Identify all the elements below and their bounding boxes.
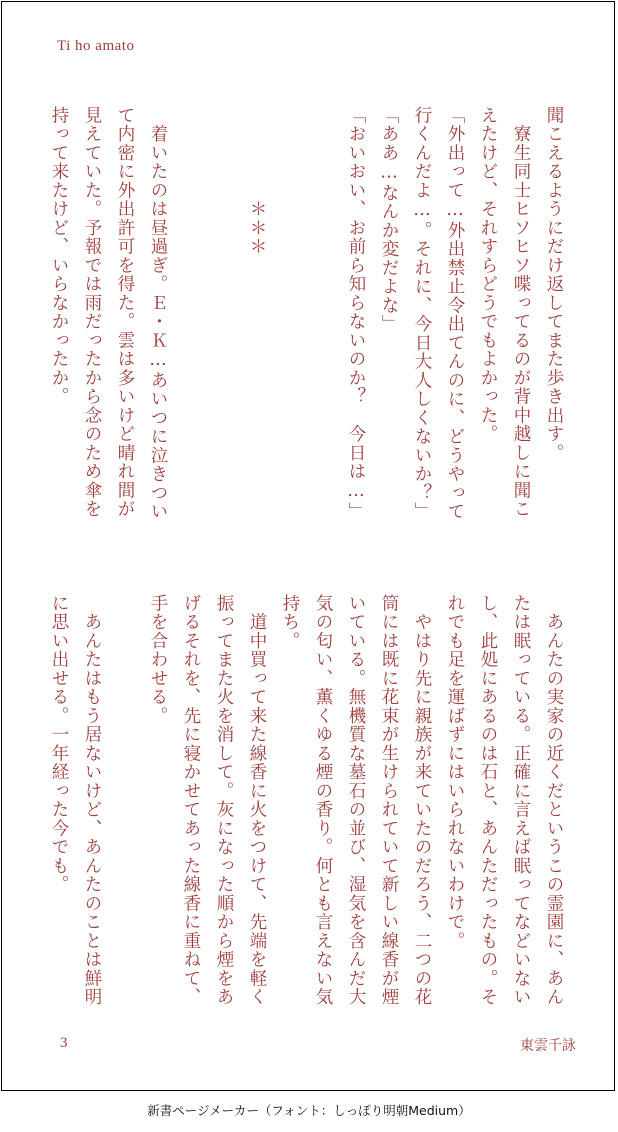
text-line: 行くんだよ…。それに、今日大人しくないか？」 [412,106,432,521]
page-maker-caption: 新書ページメーカー（フォント：しっぽり明朝Medium） [147,1103,471,1118]
text-line: 気の匂い、薫くゆる煙の香り。何とも言えない気 [313,594,333,1007]
text-line: 持って来たけど、いらなかったか。 [49,106,69,406]
text-line [174,106,207,526]
text-line: いている。無機質な墓石の並び、湿気を含んだ大 [346,594,366,1007]
text-line [306,106,339,526]
text-block-bottom [42,594,570,1014]
text-line: やはり先に親族が来ていたのだろう、二つの花 [412,594,432,1007]
text-line: 聞こえるようにだけ返してまた歩き出す。 [544,106,564,463]
running-header-title: Ti ho amato [57,38,135,54]
text-line: 着いたのは昼過ぎ。Ｅ・Ｋ…あいつに泣きつい [148,106,168,521]
page-number: 3 [60,1035,68,1051]
text-line: 振ってまた火を消して。灰になった順から煙をあ [214,594,234,1007]
text-line: 持ち。 [280,594,300,651]
text-line: れでも足を運ばずにはいられないわけで。 [445,594,465,951]
author-name: 東雲千詠 [520,1038,576,1054]
text-line: たは眠っている。正確に言えば眠ってなどいない [511,594,531,1007]
text-line: 道中買って来た線香に火をつけて、先端を軽く [247,594,267,1007]
text-block-top [42,106,570,526]
book-page [1,1,615,1091]
text-line: 手を合わせる。 [148,594,168,726]
text-line: げるそれを、先に寝かせてあった線香に重ねて、 [181,594,201,1007]
text-line: に思い出せる。一年経った今でも。 [49,594,69,894]
text-line [207,106,240,526]
text-line: あんたはもう居ないけど、あんたのことは鮮明 [82,594,102,1007]
text-line: 「ああ…なんか変だよな」 [379,106,399,334]
text-line: ＊＊＊ [247,106,267,256]
text-line: 筒には既に花束が生けられていて新しい線香が煙 [379,594,399,1007]
text-line [273,106,306,526]
text-line: て内密に外出許可を得た。雲は多いけど晴れ間が [115,106,135,519]
text-line: 「外出って…外出禁止令出てんのに、どうやって [445,106,465,521]
text-line: えたけど、それすらどうでもよかった。 [478,106,498,444]
text-line [108,594,141,1014]
text-line: 寮生同士ヒソヒソ喋ってるのが背中越しに聞こ [511,106,531,519]
text-line: し、此処にあるのは石と、あんただったもの。そ [478,594,498,1007]
text-line: 「おいおい、お前ら知らないのか？ 今日は…」 [346,106,366,521]
text-line: 見えていた。予報では雨だったから念のため傘を [82,106,102,519]
text-line: あんたの実家の近くだというこの霊園に、あん [544,594,564,1007]
